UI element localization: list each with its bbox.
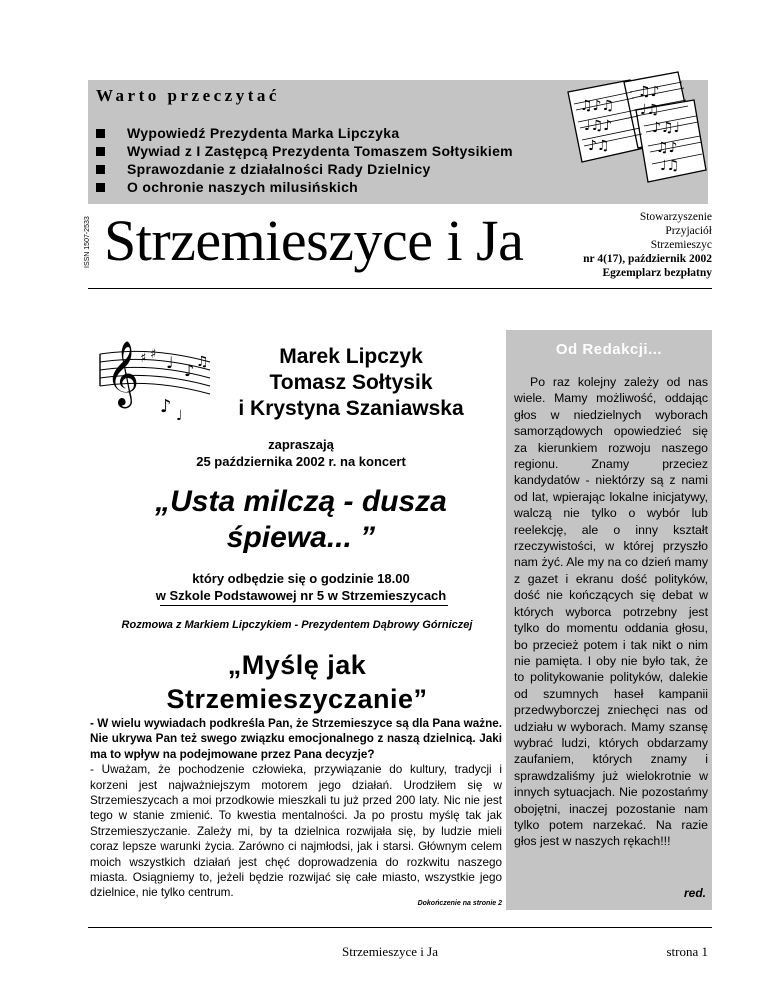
square-bullet-icon [96,129,105,138]
issn-label: ISSN 1507-2533 [84,216,91,268]
list-item: Wywiad z I Zastępcą Prezydenta Tomaszem Sołtysikiem [96,142,513,160]
footer-title: Strzemieszyce i Ja [341,944,438,959]
svg-text:♫♪♫: ♫♪♫ [580,98,615,114]
list-item: Sprawozdanie z działalności Rady Dzielnicy [96,160,513,178]
svg-text:♯: ♯ [150,347,157,362]
svg-text:♪: ♪ [160,396,172,417]
list-item: Wypowiedź Prezydenta Marka Lipczyka [96,124,513,142]
highlights-list [96,124,513,196]
svg-text:♩♫: ♩♫ [660,158,680,174]
highlights-title: Warto przeczytać [96,86,280,105]
newspaper-title: Strzemieszyce i Ja [104,208,524,273]
page-number: strona 1 [666,944,708,959]
invitation-text: zapraszają 25 października 2002 r. na koncert [196,437,406,469]
svg-text:♪♫: ♪♫ [588,138,610,154]
svg-text:♩♫: ♩♫ [640,102,660,118]
interview-lead: Rozmowa z Markiem Lipczykiem - Prezydentem Dąbrowy Górniczej [121,619,473,631]
editorial-body: Po raz kolejny zależy od nas wiele. Mamy możliwość, oddając głos w niedzielnych wyborach samorządowych opowiedzieć się za kierunkiem rozwoju naszego regionu. Znamy przeciez kandydatów - niektórzy są z nami od lat, wpierając lokalne inicjatywy, walczą nie tylko o wybór lub reelekcję, ale o inny kształt rzeczywistości, w której przyszło nam żyć. Ale my na co dzień mamy z gazet i ekranu dość polityków, dość nie kończących się debat w których wyborca potrzebny jest tylko do momentu oddania głosu, bo przecież potem i tak nikt o nim nie pamięta. I oby nie było tak, że to politykowanie polityków, dalekie od szumnych haseł kampanii przedwyborczej zniechęci nas od udziału w wyborach. Mamy szansę wybrać ludzi, których obdarzamy zaufaniem, których znamy i sprawdzaliśmy już wielokrotnie w innych sytuacjach. Nie pozostańmy obojętni, inaczej pozostanie nam tylko potem narzekać. Na razie głos jest w naszych rękach!!! [514,375,708,849]
svg-text:𝄞: 𝄞 [106,341,140,406]
svg-text:♯: ♯ [140,351,147,366]
square-bullet-icon [96,165,105,174]
divider [88,927,712,928]
svg-text:♩♫♪: ♩♫♪ [584,118,613,134]
editorial-title: Od Redakcji... [555,341,663,358]
publication-info: Stowarzyszenie Przyjaciół Strzemieszyc nr 4(17), październik 2002 Egzemplarz bezpłatny [583,211,712,279]
issue-number: nr 4(17), październik 2002 [583,253,712,265]
square-bullet-icon [96,183,105,192]
svg-text:♫♪: ♫♪ [656,140,678,156]
svg-text:♫♪: ♫♪ [638,84,660,100]
svg-text:♩: ♩ [176,408,183,424]
hosts: Marek Lipczyk Tomasz Sołtysik i Krystyna Szaniawska [238,345,464,420]
svg-text:♩: ♩ [166,353,174,372]
svg-text:♫: ♫ [196,354,209,370]
concert-announcement [96,344,506,604]
list-item: O ochronie naszych milusińskich [96,178,513,196]
square-bullet-icon [96,147,105,156]
free-copy-note: Egzemplarz bezpłatny [602,267,712,279]
svg-text:♪: ♪ [184,361,195,380]
svg-text:♪♫♩: ♪♫♩ [652,120,681,136]
interview-body [90,716,502,901]
concert-venue: który odbędzie się o godzinie 18.00 w Szkole Podstawowej nr 5 w Strzemieszycach [155,571,447,603]
concert-title: „Usta milczą - dusza śpiewa... ” [155,485,447,554]
continued-note: Dokończenie na stronie 2 [417,900,502,907]
interview-question: - W wielu wywiadach podkreśla Pan, że Strzemieszyce są dla Pana ważne. Nie ukrywa Pan też swego związku emocjonalnego z naszą dzielnicą. Jaki ma to wpływ na podejmowane przez Pana decyzje? [90,717,502,761]
divider [160,605,448,606]
music-sheets-illustration [548,70,708,190]
interview-title: „Myślę jak Strzemieszyczanie” [166,650,428,714]
interview-answer: - Uważam, że pochodzenie człowieka, przywiązanie do kultury, tradycji i korzeni jest najważniejszym motorem jego działań. Urodziłem się w Strzemieszycach a moi przodkowie mieszkali tu już przed 200 laty. Nic nie jest tego w stanie zmienić. To kwestia mentalności. Ja po prostu myślę tak jak Strzemieszyczanie. Zależy mi, by ta dzielnica rozwijała się, by ludzie mieli coraz lepsze warunki życia. Zarówno ci najmłodsi, jak i starsi. Głównym celem moich wszystkich działań jest chęć doprowadzenia do rozkwitu naszego miasta. Osiągniemy to, jeżeli będzie rozwijać się całe miasto, wszystkie jego dzielnice, nie tylko centrum. [90,763,502,900]
divider [88,288,712,289]
editorial-signature: red. [683,886,706,900]
